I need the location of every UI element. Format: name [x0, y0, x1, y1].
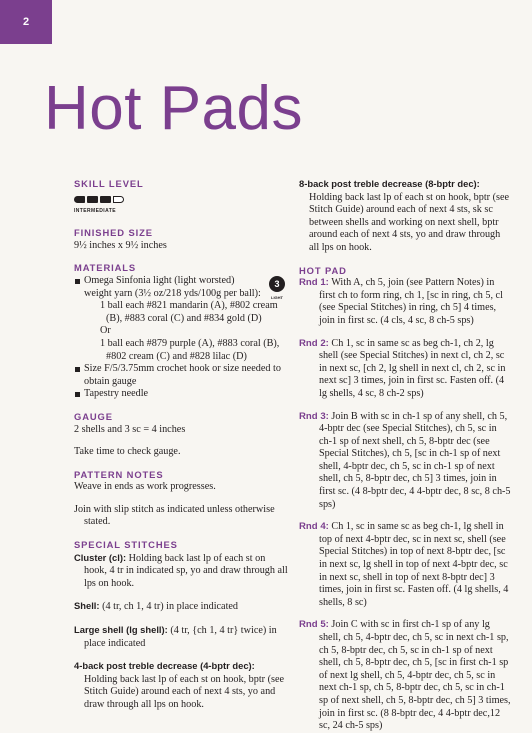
round-text: Join C with sc in first ch-1 sp of any lg shell, ch 5, 4-bptr dec, ch 5, sc in next ch-1 sp, ch 5, 8-bptr dec, ch 5, sc in ch-1 sp of next shell, ch 5, 8-bptr dec, ch 5, [sc in first ch-1 sp of next lg shell, ch 5, 4-bptr dec, ch 5, sc in next ch-1 sp, ch 5, 8-bptr dec, ch 5, sc in ch-1 sp of next shell, ch 5, 8-bptr dec, ch 5] 3 times, join in first sc. (8 8-bptr dec, 4 4-bptr dec,12 sc, 24 ch-5 sps) [319, 619, 511, 732]
page-title: Hot Pads [44, 74, 304, 143]
round-text: Ch 1, sc in same sc as beg ch-1, ch 2, lg shell (see Special Stitches) in next cl, ch 2, sc in next sc, [ch 2, lg shell in next cl, ch 2, sc in next sc] 3 times, join in first sc. Fasten off. (4 lg shells, 4 sc, 8 ch-2 sps) [319, 337, 506, 399]
stitch-8bptr [299, 178, 511, 255]
skill-level-heading: SKILL LEVEL [74, 178, 144, 189]
yarn-weight-icon [268, 276, 286, 298]
stitch-shell-text: (4 tr, ch 1, 4 tr) in place indicated [102, 601, 239, 613]
stitch-shell [74, 600, 288, 614]
stitch-cluster-name: Cluster (cl): [74, 551, 127, 563]
round-1 [299, 277, 511, 327]
stitch-lg-shell [74, 624, 288, 650]
left-column [74, 178, 288, 712]
round-label: Rnd 1: [299, 277, 329, 289]
stitch-lg-shell-text: (4 tr, {ch 1, 4 tr} twice) in place indicated [84, 625, 277, 649]
materials-hook-item: Size F/5/3.75mm crochet hook or size needed to obtain gauge [74, 363, 288, 388]
skill-segment [87, 196, 98, 203]
skill-level-label: INTERMEDIATE [74, 207, 116, 214]
skill-segment [74, 196, 85, 203]
page-number-tab [0, 0, 52, 44]
skill-segment [100, 196, 111, 203]
stitch-cluster [74, 552, 288, 591]
stitch-4bptr-name: 4-back post treble decrease (4-bptr dec): [74, 660, 255, 672]
pattern-note-2: Join with slip stitch as indicated unless otherwise stated. [74, 503, 275, 528]
round-2 [299, 338, 511, 401]
round-text: Ch 1, sc in same sc as beg ch-1, lg shell in top of next 4-bptr dec, sc in next sc, shell (see Special Stitches) in top of next 8-bptr dec, [sc in next sc, lg shell in top of next 4-bptr dec, sc in next sc, shell in top of next 8-bptr dec] 3 times, join in first sc. Fasten off. (4 lg shells, 4 shells, 8 sc) [319, 521, 509, 608]
yarn-weight-number: 3 [269, 276, 285, 292]
yarn-option-b-line1: 1 ball each #879 purple (A), #883 coral (B), [100, 337, 280, 349]
stitch-shell-name: Shell: [74, 600, 100, 612]
stitch-8bptr-text: Holding back last lp of each st on hook, bptr (see Stitch Guide) around each of next 4 sts, sk sc between shells and working on next shell, bptr around each of next 4 sts, yo and draw through all lps on hook. [309, 191, 510, 253]
skill-level-meter [74, 196, 288, 203]
materials-needle-item: Tapestry needle [74, 388, 288, 401]
stitch-cluster-text: Holding back last lp of each st on hook, 4 tr in indicated sp, yo and draw through all lps on hook. [84, 552, 288, 589]
round-label: Rnd 2: [299, 337, 329, 349]
pattern-notes-heading: PATTERN NOTES [74, 468, 164, 480]
round-4 [299, 521, 511, 609]
rounds-list [299, 277, 511, 733]
round-text: With A, ch 5, join (see Pattern Notes) in first ch to form ring, ch 1, [sc in ring, ch 5, cl (see Special Stitches) in ring, ch 5] 4 times, join in first sc. (4 cls, 4 sc, 8 ch-5 sps) [319, 277, 503, 326]
stitch-8bptr-name: 8-back post treble decrease (8-bptr dec): [299, 178, 480, 189]
special-stitches-heading: SPECIAL STITCHES [74, 539, 178, 551]
yarn-option-a-line2: (B), #883 coral (C) and #834 gold (D) [106, 312, 262, 324]
round-3 [299, 411, 511, 512]
yarn-description: Omega Sinfonia light (light worsted) weight yarn (3½ oz/218 yds/100g per ball): [84, 274, 261, 299]
skill-segment-empty [113, 196, 124, 203]
round-label: Rnd 3: [299, 410, 329, 422]
round-label: Rnd 5: [299, 619, 329, 631]
materials-yarn-item [74, 275, 288, 300]
stitch-4bptr-text: Holding back last lp of each st on hook, bptr (see Stitch Guide) around each of next 4 sts, yo and draw through all lps on hook. [84, 673, 285, 710]
round-label: Rnd 4: [299, 521, 329, 533]
materials-list [74, 275, 288, 300]
yarn-option-b-line2: #802 cream (C) and #828 lilac (D) [106, 350, 247, 362]
gauge-note: Take time to check gauge. [74, 446, 181, 458]
hot-pad-heading: HOT PAD [299, 264, 347, 276]
right-column [299, 178, 511, 733]
gauge-heading: GAUGE [74, 410, 113, 422]
yarn-option-a-line1: 1 ball each #821 mandarin (A), #802 cream [100, 300, 278, 312]
round-text: Join B with sc in ch-1 sp of any shell, ch 5, 4-bptr dec (see Special Stitches), ch 5, sc in ch-1 sp of next shell, ch 5, 8-bptr dec (see Special Stitches), ch 5, [sc in ch-1 sp of next shell, 4-bptr dec, ch 5, sc in ch-1 sp of next shell, ch 5, 8-bptr dec, ch 5] 3 times, join in first sc. (4 8-bptr dec, 4 4-bptr dec, 8 sc, 8 ch-5 sps) [319, 410, 511, 510]
materials-heading: MATERIALS [74, 262, 137, 274]
stitch-lg-shell-name: Large shell (lg shell): [74, 624, 168, 636]
gauge-text: 2 shells and 3 sc = 4 inches [74, 423, 186, 435]
finished-size-text: 9½ inches x 9½ inches [74, 239, 167, 251]
yarn-or: Or [100, 325, 111, 337]
finished-size-heading: FINISHED SIZE [74, 227, 153, 239]
round-5 [299, 619, 511, 732]
materials-list-tools [74, 363, 288, 401]
pattern-note-1: Weave in ends as work progresses. [74, 481, 216, 493]
yarn-weight-label: LIGHT [271, 294, 283, 300]
page-number: 2 [22, 16, 30, 28]
stitch-4bptr [74, 660, 288, 711]
